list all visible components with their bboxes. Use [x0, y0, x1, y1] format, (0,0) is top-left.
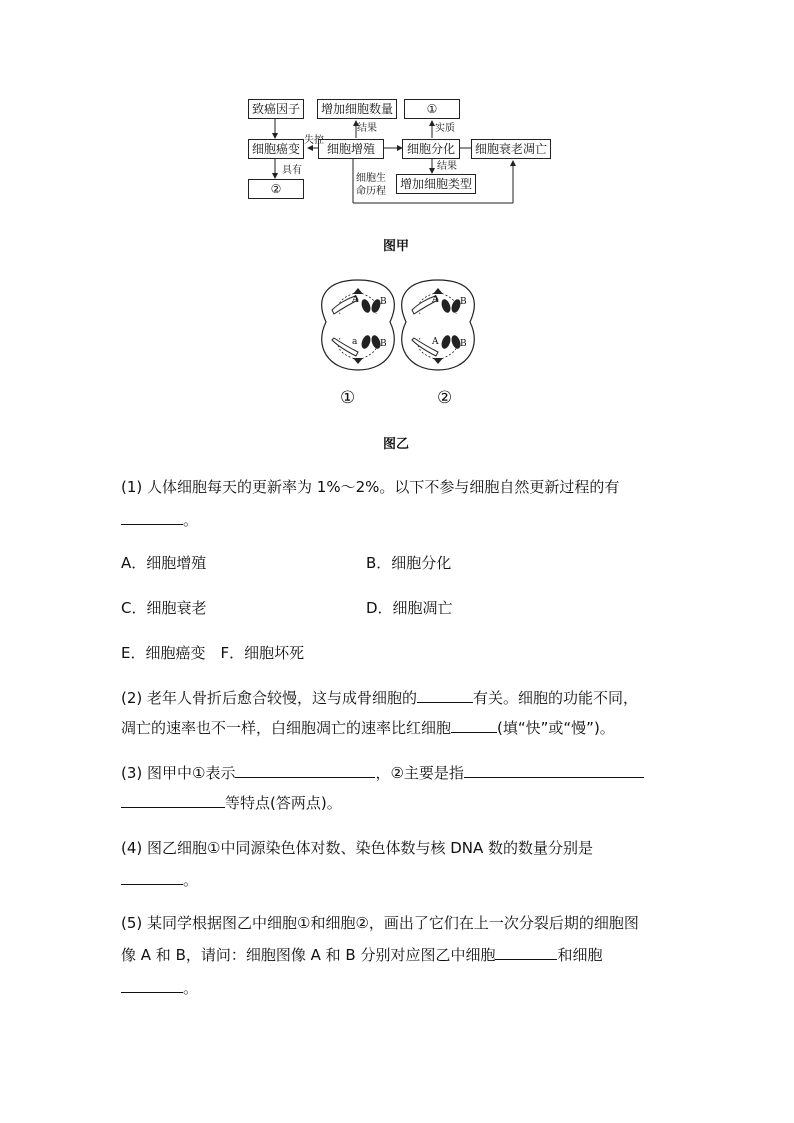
label-result-2: 结果 [437, 161, 457, 172]
q1-answer-blank[interactable] [121, 510, 183, 525]
cell2-label-lower-2: B [460, 339, 467, 349]
box-circle1: ① [404, 99, 460, 119]
q5-blank-2[interactable] [121, 978, 183, 993]
label-life-history-1: 细胞生 [356, 173, 386, 184]
box-aging-death: 细胞衰老凋亡 [471, 139, 551, 159]
q3-line2 [121, 793, 342, 813]
q4-answer-blank[interactable] [121, 870, 183, 885]
box-carcinogen: 致癌因子 [248, 99, 304, 119]
box-increase-types: 增加细胞类型 [396, 174, 476, 194]
q4-end: 。 [183, 871, 199, 889]
q5-text-b: 和细胞 [557, 946, 603, 964]
box-differentiation: 细胞分化 [402, 139, 460, 159]
q1-text: (1) 人体细胞每天的更新率为 1%～2%。以下不参与细胞自然更新过程的有 [121, 478, 620, 496]
q3-text-c: 等特点(答两点)。 [225, 794, 342, 812]
diagram-yi-cells [318, 276, 478, 376]
box-circle2: ② [248, 179, 304, 199]
cell2-label-lower-1: A [432, 337, 439, 347]
q5-text-a: 像 A 和 B，请问：细胞图像 A 和 B 分别对应图乙中细胞 [121, 946, 496, 964]
q1-line2 [121, 510, 198, 530]
label-life-history-2: 命历程 [356, 186, 386, 197]
label-has: 具有 [282, 165, 302, 176]
label-essence: 实质 [435, 123, 455, 134]
option-b: B．细胞分化 [366, 554, 452, 572]
q2-text-b: 有关。细胞的功能不同， [473, 689, 639, 707]
q3-blank-3[interactable] [121, 793, 225, 808]
q2-text-d: (填“快”或“慢”)。 [497, 719, 615, 737]
q1-end: 。 [183, 511, 199, 529]
caption-yi: 图乙 [383, 437, 410, 452]
cell1-label-upper-2: B [380, 297, 387, 307]
q5-line1: (5) 某同学根据图乙中细胞①和细胞②，画出了它们在上一次分裂后期的细胞图 [121, 914, 639, 932]
cell1-number: ① [340, 388, 356, 408]
q5-line3 [121, 978, 198, 998]
cell1-label-lower-1: a [352, 337, 358, 347]
cell1-label-lower-2: B [380, 339, 387, 349]
cell2-label-upper-1: A [432, 295, 439, 305]
q3-text-b: ，②主要是指 [375, 764, 464, 782]
q3-line1 [121, 763, 644, 783]
q4-line1: (4) 图乙细胞①中同源染色体对数、染色体数与核 DNA 数的数量分别是 [121, 839, 594, 857]
q4-line2 [121, 870, 198, 890]
q5-end: 。 [183, 979, 199, 997]
q2-blank-1[interactable] [417, 688, 473, 703]
box-proliferation: 细胞增殖 [318, 139, 384, 159]
caption-jia: 图甲 [383, 239, 410, 254]
box-increase-number: 增加细胞数量 [317, 99, 397, 119]
option-a: A．细胞增殖 [121, 554, 207, 572]
label-loss-control: 失控 [304, 135, 324, 146]
option-c: C．细胞衰老 [121, 599, 207, 617]
q2-text-c: 凋亡的速率也不一样，白细胞凋亡的速率比红细胞 [121, 719, 452, 737]
q2-line1 [121, 688, 638, 708]
label-result-1: 结果 [357, 123, 377, 134]
q2-line2 [121, 718, 615, 738]
box-cancer: 细胞癌变 [248, 139, 304, 159]
cell2-label-upper-2: B [460, 297, 467, 307]
option-d: D．细胞凋亡 [366, 599, 453, 617]
cell2-number: ② [437, 388, 453, 408]
q5-line2 [121, 945, 603, 965]
q3-blank-2[interactable] [464, 763, 644, 778]
q3-text-a: (3) 图甲中①表示 [121, 764, 236, 782]
cell1-label-upper-1: A [352, 295, 359, 305]
q3-blank-1[interactable] [235, 763, 375, 778]
q2-text-a: (2) 老年人骨折后愈合较慢，这与成骨细胞的 [121, 689, 418, 707]
q5-blank-1[interactable] [495, 945, 557, 960]
q2-blank-2[interactable] [451, 718, 497, 733]
option-ef: E．细胞癌变 F．细胞坏死 [121, 644, 305, 662]
q1-line1 [121, 477, 619, 497]
